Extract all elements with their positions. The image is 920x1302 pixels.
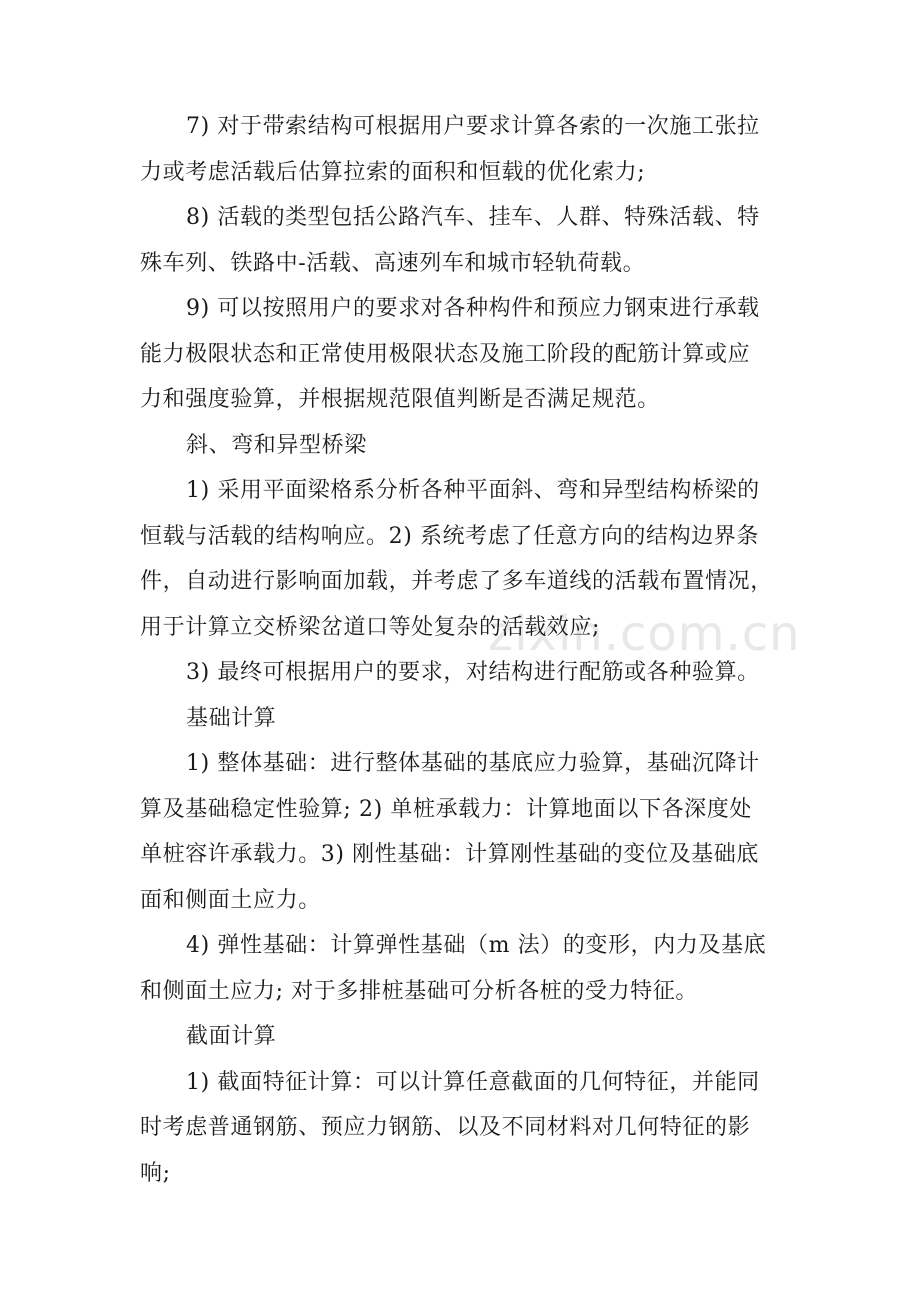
section-heading-section-calc: 截面计算	[186, 1024, 277, 1049]
text-line: 时考虑普通钢筋、预应力钢筋、以及不同材料对几何特征的影	[140, 1115, 751, 1140]
paragraph-9	[140, 286, 780, 423]
text-line: 响;	[140, 1160, 171, 1186]
text-line: 4) 弹性基础：计算弹性基础（m 法）的变形，内力及基底	[186, 933, 767, 958]
text-line: 1) 截面特征计算：可以计算任意截面的几何特征，并能同	[186, 1069, 760, 1095]
paragraph-8	[140, 195, 780, 286]
text-line: 能力极限状态和正常使用极限状态及施工阶段的配筋计算或应	[140, 341, 751, 367]
paragraph-section-1	[140, 1060, 780, 1197]
text-line: 面和侧面土应力。	[140, 887, 321, 913]
text-line: 7) 对于带索结构可根据用户要求计算各索的一次施工张拉	[186, 114, 760, 139]
paragraph-foundation-4	[140, 923, 780, 1014]
text-line: 恒载与活载的结构响应。2) 系统考虑了任意方向的结构边界条	[140, 523, 759, 549]
section-heading-skew-bridges: 斜、弯和异型桥梁	[186, 432, 367, 458]
text-line: 8) 活载的类型包括公路汽车、挂车、人群、特殊活载、特	[186, 205, 760, 230]
text-line: 力和强度验算，并根据规范限值判断是否满足规范。	[140, 387, 660, 412]
text-line: 单桩容许承载力。3) 刚性基础：计算刚性基础的变位及基础底	[140, 842, 759, 867]
paragraph-skew-3	[140, 650, 780, 696]
text-line: 1) 整体基础：进行整体基础的基底应力验算，基础沉降计	[186, 751, 760, 776]
watermark: zixin.com.cn	[488, 606, 801, 662]
text-line: 件，自动进行影响面加载，并考虑了多车道线的活载布置情况，	[140, 569, 773, 594]
text-line: 算及基础稳定性验算; 2) 单桩承载力：计算地面以下各深度处	[140, 796, 752, 822]
text-line: 3) 最终可根据用户的要求，对结构进行配筋或各种验算。	[186, 660, 760, 685]
paragraph-foundation-1	[140, 741, 780, 923]
text-line: 和侧面土应力; 对于多排桩基础可分析各桩的受力特征。	[140, 978, 699, 1004]
text-line: 力或考虑活载后估算拉索的面积和恒载的优化索力;	[140, 159, 646, 185]
paragraph-7	[140, 104, 780, 195]
text-line: 殊车列、铁路中-活载、高速列车和城市轻轨荷载。	[140, 250, 646, 276]
text-line: 9) 可以按照用户的要求对各种构件和预应力钢束进行承载	[186, 296, 760, 321]
text-line: 用于计算立交桥梁岔道口等处复杂的活载效应;	[140, 614, 601, 640]
section-heading-foundation: 基础计算	[186, 705, 277, 731]
paragraph-skew-1	[140, 468, 780, 650]
text-line: 1) 采用平面梁格系分析各种平面斜、弯和异型结构桥梁的	[186, 478, 760, 503]
document-body	[140, 104, 780, 1196]
